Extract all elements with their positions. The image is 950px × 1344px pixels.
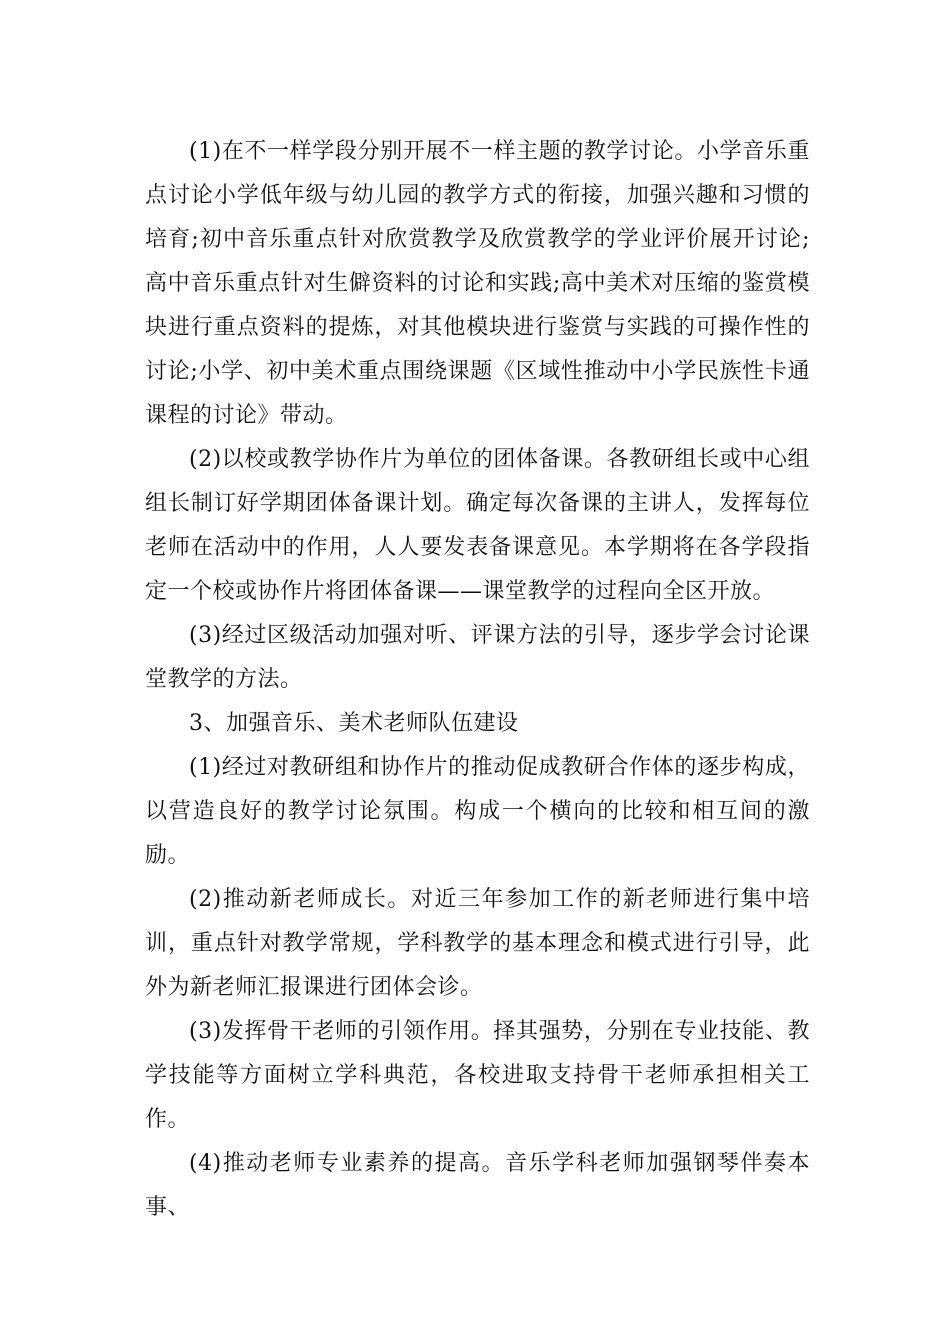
paragraph-2: (2)以校或教学协作片为单位的团体备课。各教研组长或中心组组长制订好学期团体备课计划。确定每次备课的主讲人，发挥每位老师在活动中的作用，人人要发表备课意见。本学期将在各学段指定一个校或协作片将团体备课——课堂教学的过程向全区开放。: [145, 447, 810, 604]
paragraph-6: (3)发挥骨干老师的引领作用。择其强势，分别在专业技能、教学技能等方面树立学科典范，各校进取支持骨干老师承担相关工作。: [145, 1019, 810, 1132]
paragraph-7: (4)推动老师专业素养的提高。音乐学科老师加强钢琴伴奏本事、: [145, 1151, 810, 1220]
paragraph-4: (1)经过对教研组和协作片的推动促成教研合作体的逐步构成，以营造良好的教学讨论氛围。构成一个横向的比较和相互间的激励。: [145, 755, 810, 868]
paragraph-3: (3)经过区级活动加强对听、评课方法的引导，逐步学会讨论课堂教学的方法。: [145, 623, 810, 692]
paragraph-1: (1)在不一样学段分别开展不一样主题的教学讨论。小学音乐重点讨论小学低年级与幼儿园的教学方式的衔接，加强兴趣和习惯的培育;初中音乐重点针对欣赏教学及欣赏教学的学业评价展开讨论;高中音乐重点针对生僻资料的讨论和实践;高中美术对压缩的鉴赏模块进行重点资料的提炼，对其他模块进行鉴赏与实践的可操作性的讨论;小学、初中美术重点围绕课题《区域性推动中小学民族性卡通课程的讨论》带动。: [145, 139, 810, 428]
section-heading: 3、加强音乐、美术老师队伍建设: [189, 711, 519, 736]
paragraph-5: (2)推动新老师成长。对近三年参加工作的新老师进行集中培训，重点针对教学常规，学科教学的基本理念和模式进行引导，此外为新老师汇报课进行团体会诊。: [145, 887, 810, 1000]
document-body: [145, 130, 810, 1230]
